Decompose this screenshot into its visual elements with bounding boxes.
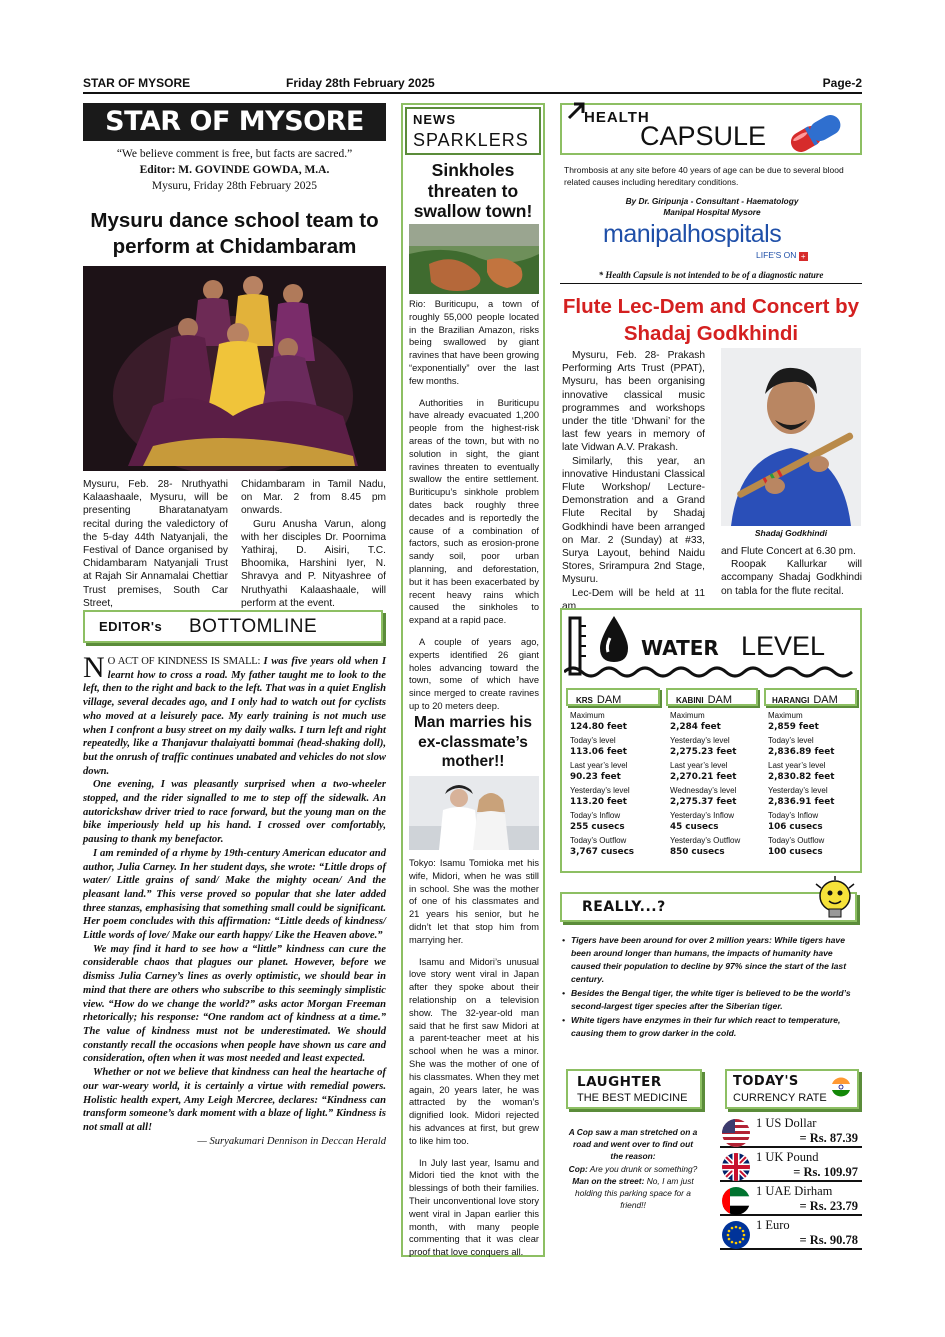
dam-row-label: Today’s Outflow <box>768 836 825 845</box>
rate-value: = Rs. 87.39 <box>799 1131 858 1145</box>
currency-header <box>725 1069 859 1109</box>
dance-col1: Mysuru, Feb. 28- Nruthyathi Kalaashaale, Mysuru, will be presenting Bharatanatyam recital during the valedictory of the 5-day 44th Natyanjali, the Festival of Dance organised by Chidambaram Natyanjali Trust at Rajah Sir Annamalai Chettiar Trust premises, South Car Street, <box>83 479 228 609</box>
dam-kabini-rows <box>666 711 758 858</box>
marriage-headline: Man marries his ex-classmate’s mother!! <box>413 714 533 770</box>
dam-row-label: Last year’s level <box>768 761 826 770</box>
flute-photo-caption: Shadaj Godkhindi <box>754 528 828 538</box>
really-title: REALLY...? <box>582 899 666 915</box>
bullet-icon: • <box>562 988 566 998</box>
rate-value: = Rs. 109.97 <box>793 1165 858 1179</box>
dam-harangi-name: HARANGI <box>772 696 810 705</box>
really-list <box>562 934 862 1040</box>
sinkhole-photo <box>409 224 539 294</box>
rate-name: 1 UK Pound <box>756 1150 819 1164</box>
dam-row-label: Today’s Outflow <box>570 836 627 845</box>
dam-row-label: Yesterday’s Inflow <box>670 811 735 820</box>
dam-row-label: Yesterday’s Outflow <box>670 836 741 845</box>
really-item <box>562 987 862 1013</box>
really-item <box>562 1014 862 1040</box>
health-byline <box>564 196 860 218</box>
joke-man-label: Man on the street: <box>572 1175 645 1186</box>
lightbulb-icon <box>812 876 858 922</box>
bottomline-dropcap: N <box>83 651 105 684</box>
flute-body-col1 <box>562 349 705 613</box>
really-item-text: White tigers have enzymes in their fur which react to temperature, causing them to grow darker in the cold. <box>571 1015 841 1038</box>
flutist-illustration <box>721 348 861 526</box>
couple-illustration <box>409 776 539 850</box>
rate-row-usd <box>720 1116 862 1148</box>
health-byline-doctor: By Dr. Giripunja - Consultant - Haematology <box>625 196 799 206</box>
dam-row-label: Maximum <box>768 711 803 720</box>
dam-row-value: 255 cusecs <box>570 822 625 832</box>
rate-value: = Rs. 23.79 <box>799 1199 858 1213</box>
sinkhole-p1: Rio: Buriticupu, a town of roughly 55,000 people located in the Brazilian Amazon, risks being swallowed by giant ravines that have been growing “exponentially” over the last few months. <box>409 299 539 386</box>
bullet-icon: • <box>562 935 566 945</box>
dam-kabini-name: KABINI <box>676 696 704 705</box>
flute-body-col2 <box>721 545 862 598</box>
dam-row-value: 2,836.89 feet <box>768 747 835 757</box>
masthead-info <box>83 146 386 194</box>
dam-row-label: Today’s Inflow <box>768 811 819 820</box>
sinkhole-headline: Sinkholes threaten to swallow town! <box>413 160 533 221</box>
dance-col2 <box>241 478 386 610</box>
rate-name: 1 Euro <box>756 1218 790 1232</box>
dam-krs-rows <box>566 711 660 858</box>
dam-row-value: 2,836.91 feet <box>768 797 835 807</box>
dam-row-value: 3,767 cusecs <box>570 847 635 857</box>
news-sparklers-label <box>405 107 541 155</box>
dam-row-value: 2,275.23 feet <box>670 747 737 757</box>
header-page-number: Page-2 <box>822 76 862 90</box>
dance-col2-p1: Chidambaram in Tamil Nadu, on Mar. 2 from 8.45 pm onwards. <box>241 479 386 517</box>
rate-row-aed <box>720 1184 862 1216</box>
joke-setup: A Cop saw a man stretched on a road and went over to find out the reason: <box>568 1127 698 1162</box>
dam-row-value: 90.23 feet <box>570 772 621 782</box>
really-item <box>562 934 862 986</box>
dam-row-label: Today’s level <box>768 736 814 745</box>
dam-row-value: 2,270.21 feet <box>670 772 737 782</box>
bottomline-p5: Whether or not we believe that kindness can heal the heartache of our war-weary world, it is certainly a virtue with remedial powers. Holistic health expert, Amy Leigh Mercree, declares: “Kindness can transform someone’s dark moment with a blaze of light.” Kindness is not small at all! <box>83 1067 386 1133</box>
news-label-bottom: SPARKLERS <box>413 130 529 150</box>
manipal-tagline-text: LIFE'S ON <box>756 250 797 260</box>
rate-name: 1 US Dollar <box>756 1116 817 1130</box>
health-label-bottom: CAPSULE <box>640 121 767 151</box>
dam-row-label: Yesterday’s level <box>768 786 828 795</box>
dam-row-value: 2,830.82 feet <box>768 772 835 782</box>
eu-flag-icon <box>722 1221 750 1249</box>
masthead-editor: Editor: M. GOVINDE GOWDA, M.A. <box>139 164 330 176</box>
bottomline-title: BOTTOMLINE <box>189 616 318 637</box>
dam-row-label: Last year’s level <box>670 761 728 770</box>
rate-value: = Rs. 90.78 <box>799 1233 858 1247</box>
dam-row-value: 106 cusecs <box>768 822 823 832</box>
water-title-light: LEVEL <box>741 631 826 661</box>
dam-kabini-header <box>666 688 758 706</box>
laughter-header <box>566 1069 702 1109</box>
dam-harangi-header <box>764 688 857 706</box>
health-byline-hospital: Manipal Hospital Mysore <box>663 207 761 217</box>
page-header <box>83 76 862 94</box>
currency-subtitle: CURRENCY RATE <box>733 1092 827 1104</box>
laughter-joke <box>566 1126 700 1211</box>
header-date: Friday 28th February 2025 <box>286 76 435 90</box>
flute-p3: Lec-Dem will be held at 11 am <box>562 587 705 612</box>
dance-headline: Mysuru dance school team to perform at Chidambaram <box>90 209 379 258</box>
dam-harangi <box>764 688 857 858</box>
health-disclaimer: * Health Capsule is not intended to be of a diagnostic nature <box>598 270 824 280</box>
bottomline-p3: I am reminded of a rhyme by 19th-century American educator and author, Julia Carney. In her student days, she wrote: “Little drops of water/ Little grains of sand/ Make the mighty ocean/ And the pleasant land.” This verse proved so popular that she later added three stanzas, emphasising that something small could be significant. Her poem concludes with this affirmation: “Little deeds of kindness/ Little words of love/ Make our earth happy/ Like the Heaven above.” <box>83 847 386 942</box>
health-text: Thrombosis at any site before 40 years of age can be due to several blood related causes including hereditary conditions. <box>564 165 844 187</box>
flute-p4: and Flute Concert at 6.30 pm. <box>721 546 856 557</box>
laughter-title: LAUGHTER <box>577 1074 662 1090</box>
dam-row-value: 100 cusecs <box>768 847 823 857</box>
dam-row-value: 45 cusecs <box>670 822 719 832</box>
marriage-p2: Isamu and Midori’s unusual love story went viral in Japan after they spoke about their relationship on a television show. The 32-year-old man said that he first saw Midori at a parent-teacher meet at his school when he was a minor. She was the mother of one of his classmates. When they met again, 20 years later, he was attracted by the woman’s dignified look. Midori rejected his advances at first, but grew to like him too. <box>409 956 539 1146</box>
joke-cop-label: Cop: <box>568 1163 588 1174</box>
flute-p5: Roopak Kallurkar will accompany Shadaj Godkhindi on tabla for the flute recital. <box>721 559 862 597</box>
bottomline-kicker: EDITOR's <box>99 619 163 634</box>
bottomline-lead: O ACT OF KINDNESS IS SMALL: <box>107 656 264 667</box>
marriage-body <box>409 857 539 1259</box>
bottomline-body <box>83 651 387 1148</box>
joke-man-line: No, I am just holding this parking space for a friend!! <box>575 1175 694 1211</box>
rate-row-eur <box>720 1218 862 1250</box>
capsule-pill-icon <box>780 109 860 153</box>
health-label-top: HEALTH <box>584 109 650 126</box>
dancers-illustration <box>83 266 386 471</box>
flute-headline: Flute Lec-Dem and Concert by Shadaj Godkhindi <box>562 295 860 345</box>
joke-cop-line: Are you drunk or something? <box>587 1163 698 1174</box>
uae-flag-icon <box>722 1187 750 1215</box>
dam-krs-header <box>566 688 660 706</box>
water-wave-icon <box>564 664 858 678</box>
sinkhole-illustration <box>409 224 539 294</box>
manipal-logo: manipalhospitals <box>603 220 782 248</box>
currency-title: TODAY'S <box>733 1074 799 1089</box>
dam-kabini <box>666 688 758 858</box>
really-item-text: Tigers have been around for over 2 million years: While tigers have been around longer than humans, the impacts of humanity have caused their population to decline by 97% since the start of the last century. <box>571 935 847 984</box>
bottomline-p4: We may find it hard to see how a “little” kindness can cure the considerable chaos that plagues our planet. However, before we dismiss Julia Carney’s lines as overly optimistic, we should bear in mind that there are others who subscribe to this seemingly simplistic view. “How do we change the world?” asks actor Morgan Freeman rhetorically; his response: “One random act of kindness at a time.” The value of kindness must not be underestimated. We should constantly recall the occasions when people have shown us care and consideration, often when it was most needed and least expected. <box>83 943 386 1065</box>
manipal-tagline <box>756 250 808 261</box>
flute-photo <box>721 348 861 526</box>
dance-col2-p2: Guru Anusha Varun, along with her disciples Dr. Poornima Yathiraj, D. Aisiri, T.C. Bhoomika, Harshini Iyer, N. Shravya and P. Nityashree of Nruthyathi Kalaashaale, will perform at the event. <box>241 518 386 609</box>
dam-row-value: 850 cusecs <box>670 847 725 857</box>
rate-name: 1 UAE Dirham <box>756 1184 833 1198</box>
bottomline-credit: — Suryakumari Dennison in Deccan Herald <box>197 1135 386 1147</box>
uk-flag-icon <box>722 1153 750 1181</box>
flute-p2: Similarly, this year, an innovative Hindustani Classical Flute Workshop/ Lecture-Demonstration and a Grand Flute Recital by Shadaj Godkhindi have been arranged on Mar. 2 (Sunday) at #33, Surya Layout, behind Naidu Stores, Srirampura 2nd Stage, Mysuru. <box>562 455 705 586</box>
bullet-icon: • <box>562 1015 566 1025</box>
couple-photo <box>409 776 539 850</box>
dam-row-value: 2,284 feet <box>670 722 721 732</box>
dam-row-value: 124.80 feet <box>570 722 627 732</box>
rate-row-gbp <box>720 1150 862 1182</box>
dam-row-value: 113.20 feet <box>570 797 627 807</box>
sinkhole-body <box>409 298 539 713</box>
really-item-text: Besides the Bengal tiger, the white tiger is believed to be the world’s second-largest tiger species after the Siberian tiger. <box>571 988 851 1011</box>
marriage-p1: Tokyo: Isamu Tomioka met his wife, Midori, when he was still in school. She was the mother of one of his classmates and 21 years his senior, but he didn’t let that stop him from marrying her. <box>409 858 539 945</box>
laughter-subtitle: THE BEST MEDICINE <box>577 1092 688 1104</box>
masthead-motto: “We believe comment is free, but facts are sacred.” <box>116 148 353 160</box>
health-divider <box>560 283 862 284</box>
flute-p1: Mysuru, Feb. 28- Prakash Performing Arts Trust (PPAT), Mysuru, has been organising innovative classical music programmes and workshops under the title ‘Dhwani’ for the last few years in memory of late Vidwan A.V. Prakash. <box>562 350 705 454</box>
health-arrow-icon <box>566 99 588 121</box>
sinkhole-p3: A couple of years ago, experts identified 26 giant holes advancing toward the town, some of which have since merged to create ravines up to 20 meters deep. <box>409 636 539 711</box>
bottomline-p1: I was five years old when I learnt how to cross a road. My father taught me to look to the left, then to the right and back to the left. That was in a quiet English village, several decades ago, and I only had to watch out for cyclists who moved at a leisurely pace. My early training is not much use when I confront a busy street on my daily walks. I turn left and right repeatedly, like a Thanjavur thalaiyatti bommai (head-shaking doll), but the onrush of traffic continues unabated and vehicles do not slow down. <box>83 656 387 777</box>
dam-krs-name: KRS <box>576 696 593 705</box>
sinkhole-p2: Authorities in Buriticupu have already evacuated 1,200 people from the highest-risk areas of the town, but with no solution in sight, the giant ravines threaten to eventually swallow the entire settlement. Buriticupu’s sinkhole problem dates back roughly three decades and is reportedly the cause of a combination of factors, such as erosion-prone sandy soil, poor urban planning, and deforestation, but it has been exacerbated by recent heavy rains which caused the sinkholes to expand at a rapid pace. <box>409 397 539 626</box>
masthead-title: STAR OF MYSORE <box>83 103 386 141</box>
manipal-plus-icon: + <box>799 252 808 261</box>
marriage-p3: In July last year, Isamu and Midori tied the knot with the blessings of both their families. Their unconventional love story went viral in Japan earlier this month, with many people commenting that it was clear proof that love conquers all. <box>409 1157 539 1258</box>
india-flag-icon <box>831 1077 851 1097</box>
dam-row-label: Yesterday’s level <box>670 736 730 745</box>
dam-row-value: 2,859 feet <box>768 722 819 732</box>
dam-row-label: Today’s level <box>570 736 616 745</box>
dam-row-label: Today’s Inflow <box>570 811 621 820</box>
news-label-top: NEWS <box>413 112 456 127</box>
dam-row-label: Yesterday’s level <box>570 786 630 795</box>
bottomline-p2: One evening, I was pleasantly surprised when a two-wheeler stopped, and the rider signalled to me to step off the sidewalk. An autorickshaw driver tried to race forward, but the young man on the bike imperiously held up his hand. I crossed over comfortably, pausing to thank my benefactor. <box>83 779 386 846</box>
dance-photo <box>83 266 386 471</box>
dam-harangi-suffix: DAM <box>813 694 838 706</box>
dam-row-value: 113.06 feet <box>570 747 627 757</box>
dam-row-value: 2,275.37 feet <box>670 797 737 807</box>
dam-row-label: Wednesday’s level <box>670 786 737 795</box>
masthead-dateline: Mysuru, Friday 28th February 2025 <box>151 180 318 192</box>
dam-row-label: Last year’s level <box>570 761 628 770</box>
dam-row-label: Maximum <box>670 711 705 720</box>
dam-harangi-rows <box>764 711 857 858</box>
dam-krs-suffix: DAM <box>596 694 622 706</box>
water-title-bold: WATER <box>641 636 719 660</box>
us-flag-icon <box>722 1119 750 1147</box>
bottomline-header <box>83 610 383 643</box>
dam-krs <box>566 688 660 858</box>
dam-kabini-suffix: DAM <box>707 694 733 706</box>
health-capsule-header <box>560 103 862 155</box>
dam-row-label: Maximum <box>570 711 605 720</box>
header-paper-name: STAR OF MYSORE <box>83 76 191 90</box>
